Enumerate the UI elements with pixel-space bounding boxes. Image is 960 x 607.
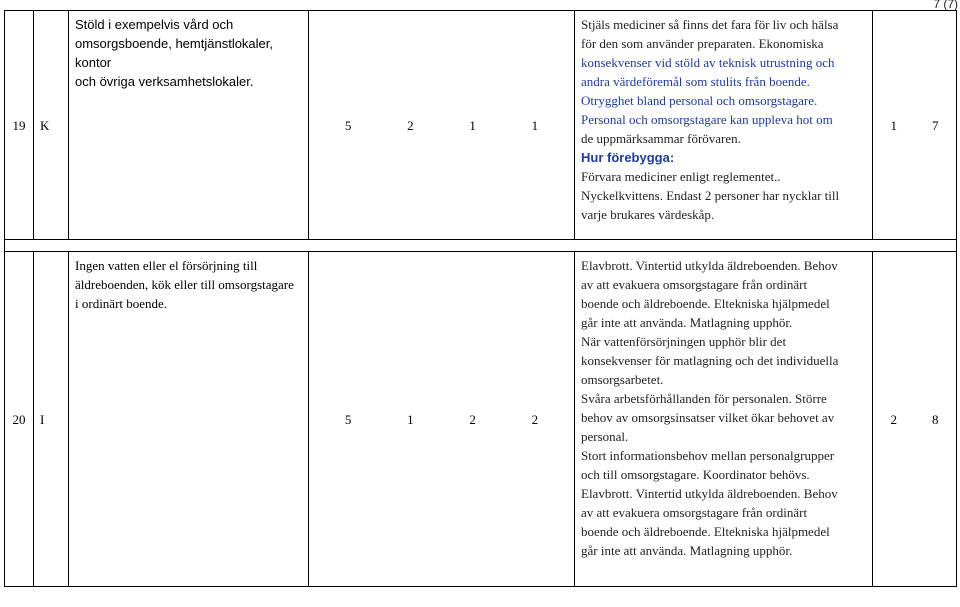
consequence-line: Stjäls mediciner så finns det fara för liv och hälsa [581, 17, 839, 32]
result-cell [873, 252, 957, 587]
description-line: Ingen vatten eller el försörjning till [75, 258, 258, 273]
row-gap [5, 240, 957, 252]
risk-table [4, 10, 957, 587]
consequence-line: konsekvenser för matlagning och det individuella [581, 353, 839, 368]
consequence-line: personal. [581, 429, 629, 444]
score-value: 1 [531, 117, 539, 133]
consequence-line: går inte att använda. Matlagning upphör. [581, 315, 793, 330]
consequence-line: andra värdeföremål som stulits från boende. [581, 74, 810, 89]
row-number: 19 [5, 11, 34, 240]
consequence-line: Otrygghet bland personal och omsorgstagare. [581, 93, 818, 108]
consequence-cell [575, 252, 873, 587]
consequence-line: Förvara mediciner enligt reglementet.. [581, 169, 781, 184]
description-line: omsorgsboende, hemtjänstlokaler, kontor [75, 36, 274, 70]
score-cell [309, 252, 575, 587]
consequence-line: Stort informationsbehov mellan personalgrupper [581, 448, 835, 463]
description-line: äldreboenden, kök eller till omsorgstagare [75, 277, 294, 292]
consequence-line: boende och äldreboende. Eltekniska hjälpmedel [581, 296, 830, 311]
description-line: Stöld i exempelvis vård och [75, 17, 234, 32]
consequence-line: går inte att använda. Matlagning upphör. [581, 543, 793, 558]
row-category: K [34, 11, 69, 240]
consequence-cell [575, 11, 873, 240]
result-value: 2 [890, 411, 897, 427]
score-cell [309, 11, 575, 240]
consequence-line: När vattenförsörjningen upphör blir det [581, 334, 787, 349]
score-value: 1 [469, 117, 476, 133]
consequence-line: konsekvenser vid stöld av teknisk utrustning och [581, 55, 835, 70]
risk-description [69, 11, 309, 240]
consequence-line: boende och äldreboende. Eltekniska hjälpmedel [581, 524, 830, 539]
consequence-line: Nyckelkvittens. Endast 2 personer har nycklar till [581, 188, 840, 203]
consequence-line: Elavbrott. Vintertid utkylda äldreboenden. Behov [581, 258, 838, 273]
row-number: 20 [5, 252, 34, 587]
score-value: 5 [344, 117, 352, 133]
score-value: 2 [531, 411, 539, 427]
table-row [5, 252, 957, 587]
consequence-line: av att evakuera omsorgstagare från ordinärt [581, 277, 808, 292]
table-row [5, 11, 957, 240]
consequence-line: för den som använder preparaten. Ekonomiska [581, 36, 824, 51]
score-value: 2 [407, 117, 414, 133]
description-line: och övriga verksamhetslokaler. [75, 74, 254, 89]
row-category: I [34, 252, 69, 587]
consequence-line: Elavbrott. Vintertid utkylda äldreboenden. Behov [581, 486, 838, 501]
consequence-line: Svåra arbetsförhållanden för personalen. Större [581, 391, 827, 406]
risk-description [69, 252, 309, 587]
score-value: 1 [407, 411, 414, 427]
score-value: 5 [344, 411, 352, 427]
consequence-line: Personal och omsorgstagare kan uppleva hot om [581, 112, 833, 127]
consequence-line: de uppmärksammar förövaren. [581, 131, 741, 146]
consequence-line: behov av omsorgsinsatser vilket ökar behovet av [581, 410, 835, 425]
consequence-line: av att evakuera omsorgstagare från ordinärt [581, 505, 808, 520]
section-heading: Hur förebygga: [581, 150, 675, 165]
result-value: 8 [932, 411, 939, 427]
consequence-line: omsorgsarbetet. [581, 372, 664, 387]
result-value: 7 [932, 117, 939, 133]
consequence-line: och till omsorgstagare. Koordinator behövs. [581, 467, 810, 482]
result-value: 1 [890, 117, 897, 133]
description-line: i ordinärt boende. [75, 296, 168, 311]
score-value: 2 [469, 411, 476, 427]
page-number: 7 (7) [933, 0, 958, 11]
consequence-line: varje brukares värdeskåp. [581, 207, 715, 222]
result-cell [873, 11, 957, 240]
